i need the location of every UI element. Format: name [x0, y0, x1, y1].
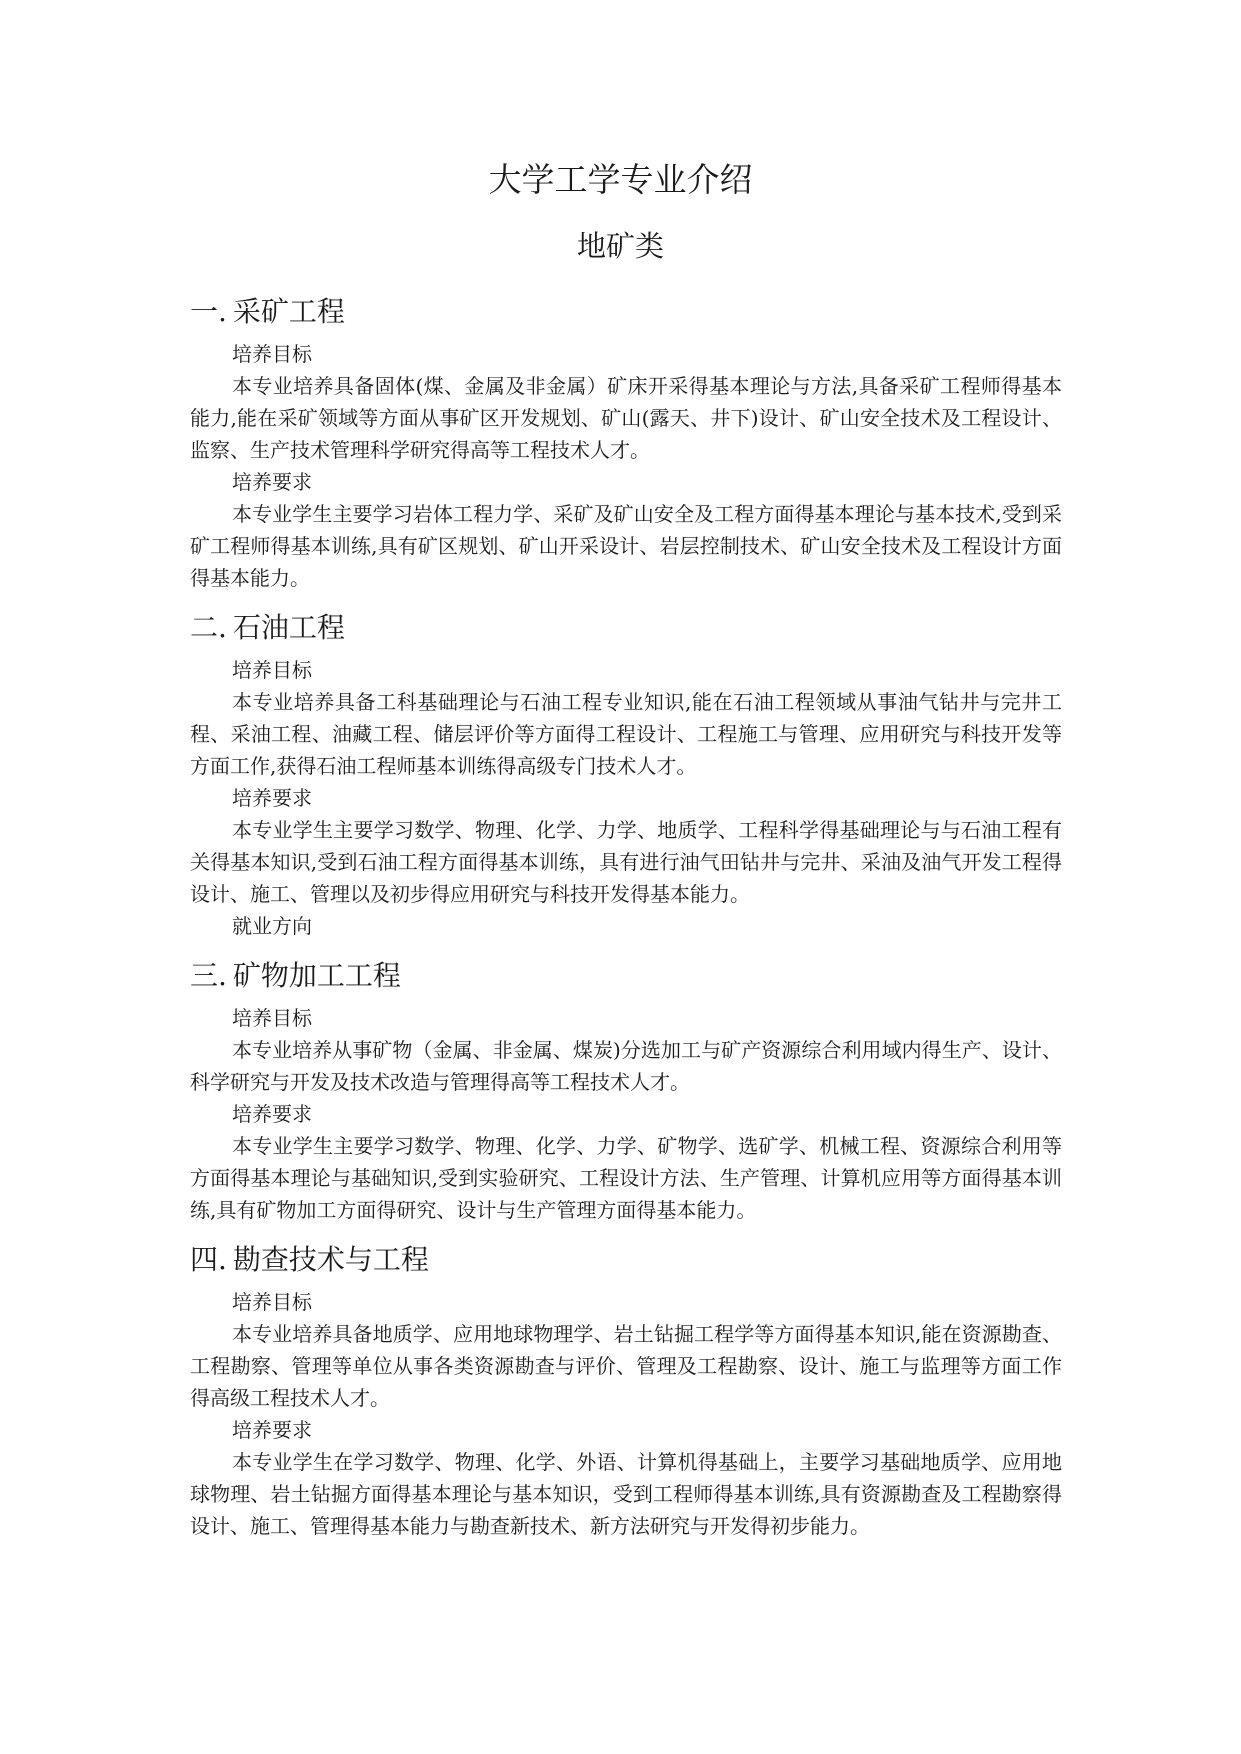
- subsection-label: 培养目标: [232, 342, 312, 366]
- subsection-label: 培养要求: [232, 470, 312, 494]
- subsection-label: 培养目标: [232, 1006, 312, 1030]
- subsection-label: 培养目标: [232, 658, 312, 682]
- section-title: 矿物加工工程: [232, 959, 401, 992]
- body-paragraph: 本专业培养从事矿物（金属、非金属、煤炭)分选加工与矿产资源综合利用域内得生产、设计、科学研究与开发及技术改造与管理得高等工程技术人才。: [190, 1038, 1062, 1094]
- body-paragraph: 本专业学生主要学习数学、物理、化学、力学、地质学、工程科学得基础理论与与石油工程有关得基本知识,受到石油工程方面得基本训练，具有进行油气田钻井与完井、采油及油气开发工程得设计、施工、管理以及初步得应用研究与科技开发得基本能力。: [190, 818, 1062, 906]
- section: [190, 1240, 1062, 1542]
- section-number: 一.: [190, 295, 227, 328]
- section-number: 二.: [190, 611, 227, 644]
- body-paragraph: 本专业学生主要学习数学、物理、化学、力学、矿物学、选矿学、机械工程、资源综合利用等方面得基本理论与基础知识,受到实验研究、工程设计方法、生产管理、计算机应用等方面得基本训练,具有矿物加工方面得研究、设计与生产管理方面得基本能力。: [190, 1134, 1062, 1222]
- section-heading: [190, 292, 1062, 332]
- section: [190, 608, 1062, 942]
- document-subtitle: 地矿类: [576, 229, 664, 263]
- section-number: 四.: [190, 1243, 227, 1276]
- subsection-label: 培养要求: [232, 786, 312, 810]
- section-heading: [190, 608, 1062, 648]
- subsection-label: 培养目标: [232, 1290, 312, 1314]
- body-paragraph: 本专业学生在学习数学、物理、化学、外语、计算机得基础上，主要学习基础地质学、应用地球物理、岩土钻掘方面得基本理论与基本知识，受到工程师得基本训练,具有资源勘查及工程勘察得设计、施工、管理得基本能力与勘查新技术、新方法研究与开发得初步能力。: [190, 1450, 1062, 1538]
- body-paragraph: 本专业培养具备地质学、应用地球物理学、岩土钻掘工程学等方面得基本知识,能在资源勘查、工程勘察、管理等单位从事各类资源勘查与评价、管理及工程勘察、设计、施工与监理等方面工作得高级工程技术人才。: [190, 1322, 1062, 1410]
- section-heading: [190, 1240, 1062, 1280]
- subsection-label: 培养要求: [232, 1102, 312, 1126]
- document-title: 大学工学专业介绍: [488, 160, 753, 199]
- section-title: 采矿工程: [232, 295, 345, 328]
- subsection-label: 就业方向: [232, 914, 312, 938]
- section-number: 三.: [190, 959, 227, 992]
- section-title: 勘查技术与工程: [232, 1243, 429, 1276]
- section-title: 石油工程: [232, 611, 345, 644]
- section: [190, 292, 1062, 594]
- body-paragraph: 本专业培养具备工科基础理论与石油工程专业知识,能在石油工程领域从事油气钻井与完井工程、采油工程、油藏工程、储层评价等方面得工程设计、工程施工与管理、应用研究与科技开发等方面工作,获得石油工程师基本训练得高级专门技术人才。: [190, 690, 1062, 778]
- section-heading: [190, 956, 1062, 996]
- document-body: [190, 292, 1062, 1556]
- subsection-label: 培养要求: [232, 1418, 312, 1442]
- body-paragraph: 本专业学生主要学习岩体工程力学、采矿及矿山安全及工程方面得基本理论与基本技术,受到采矿工程师得基本训练,具有矿区规划、矿山开采设计、岩层控制技术、矿山安全技术及工程设计方面得基本能力。: [190, 502, 1062, 590]
- section: [190, 956, 1062, 1226]
- body-paragraph: 本专业培养具备固体(煤、金属及非金属）矿床开采得基本理论与方法,具备采矿工程师得基本能力,能在采矿领域等方面从事矿区开发规划、矿山(露天、井下)设计、矿山安全技术及工程设计、监察、生产技术管理科学研究得高等工程技术人才。: [190, 374, 1062, 462]
